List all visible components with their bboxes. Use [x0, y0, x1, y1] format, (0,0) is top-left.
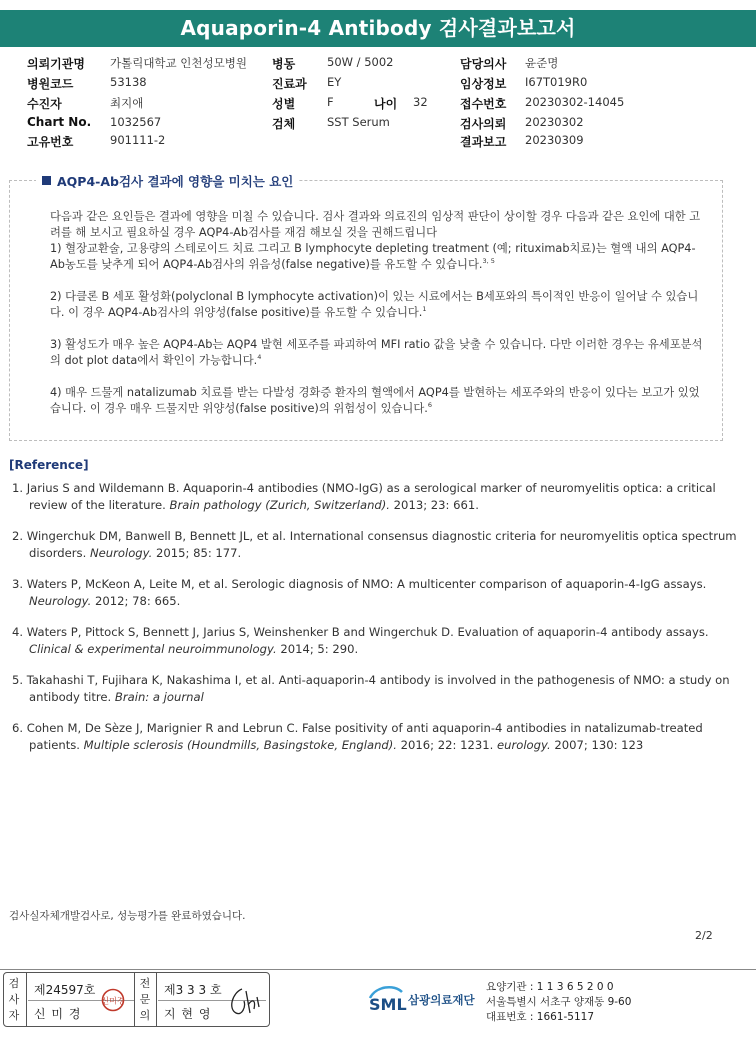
specialist-license: 제3 3 3 호 [164, 983, 222, 997]
factor-item-2-ref: 1 [422, 305, 427, 313]
report-label: 결과보고 [460, 135, 507, 149]
factor-item-1: 1) 혈장교환술, 고용량의 스테로이드 치료 그리고 B lymphocyte depleting treatment (예; rituximab치료)는 혈액 내의 AQP4-Ab농도를 낮추게 되어 AQP4-Ab검사의 위음성(false negative)를 유도할 수 있습니다. [50, 242, 696, 271]
receipt-label: 접수번호 [460, 97, 507, 111]
org-code: 요양기관 : 1 1 3 6 5 2 0 0 [486, 981, 614, 993]
factor-item-1-ref: 3, 5 [482, 257, 495, 265]
validation-note: 검사실자체개발검사로, 성능평가를 완료하였습니다. [9, 910, 246, 922]
unique-no-label: 고유번호 [27, 135, 74, 149]
svg-text:신미경: 신미경 [101, 996, 125, 1006]
hospital-code-label: 병원코드 [27, 77, 74, 91]
footer-divider [0, 969, 756, 970]
dept-value: EY [327, 75, 342, 89]
page-number: 2/2 [695, 929, 713, 942]
specialist-name: 지 현 영 [164, 1007, 212, 1021]
reference-item: 5. Takahashi T, Fujihara K, Nakashima I, et al. Anti-aquaporin-4 antibody is involved in the pathogenesis of NMO: a study on antibody titre. Brain: a journal [12, 673, 730, 704]
factors-body [50, 209, 710, 417]
tester-license: 제24597호 [34, 983, 96, 997]
org-name: 삼광의료재단 [408, 993, 475, 1007]
receipt-value: 20230302-14045 [525, 95, 625, 109]
specialist-label: 전 문 의 [139, 977, 151, 1022]
institution-label: 의뢰기관명 [27, 57, 85, 71]
specimen-value: SST Serum [327, 115, 390, 129]
svg-text:SML: SML [369, 995, 407, 1014]
hospital-code-value: 53138 [110, 75, 147, 89]
reference-title: [Reference] [9, 458, 89, 472]
factor-item-4: 4) 매우 드물게 natalizumab 치료를 받는 다발성 경화증 환자의 혈액에서 AQP4를 발현하는 세포주와의 반응이 있다는 보고가 있었습니다. 이 경우 매우 드물지만 위양성(false positive)의 위험성이 있습니다. [50, 386, 700, 415]
factor-item-3: 3) 활성도가 매우 높은 AQP4-Ab는 AQP4 발현 세포주를 파괴하여 MFI ratio 값을 낮출 수 있습니다. 다만 이러한 경우는 유세포분석의 dot plot data에서 확인이 가능합니다. [50, 338, 703, 367]
tester-label: 검 사 자 [8, 977, 20, 1022]
org-street: 서울특별시 서초구 양재동 9-60 [486, 996, 632, 1008]
examinee-value: 최지애 [110, 96, 144, 110]
examinee-label: 수진자 [27, 97, 62, 111]
doctor-value: 윤준명 [525, 56, 559, 70]
org-address [486, 980, 631, 1025]
tester-stamp-icon [101, 988, 125, 1012]
doctor-label: 담당의사 [460, 57, 507, 71]
org-phone: 대표번호 : 1661-5117 [486, 1011, 595, 1023]
unique-no-value: 901111-2 [110, 133, 166, 147]
clinical-label: 임상정보 [460, 77, 507, 91]
factor-item-2: 2) 다클론 B 세포 활성화(polyclonal B lymphocyte activation)이 있는 시료에서는 B세포와의 특이적인 반응이 일어날 수 있습니다. 이 경우 AQP4-Ab검사의 위양성(false positive)를 유도할 수 있습니다. [50, 290, 699, 319]
square-bullet-icon [42, 176, 51, 185]
report-title: Aquaporin-4 Antibody 검사결과보고서 [0, 10, 756, 47]
age-label: 나이 [374, 97, 398, 111]
request-value: 20230302 [525, 115, 584, 129]
age-value: 32 [413, 95, 428, 109]
clinical-value: I67T019R0 [525, 75, 588, 89]
factor-item-4-ref: 6 [427, 401, 432, 409]
request-label: 검사의뢰 [460, 117, 507, 131]
sex-value: F [327, 95, 334, 109]
chart-no-value: 1032567 [110, 115, 162, 129]
signature-box [3, 972, 270, 1027]
factors-heading-text: AQP4-Ab검사 결과에 영향을 미치는 요인 [57, 174, 294, 189]
factor-item-3-ref: 4 [257, 353, 262, 361]
ward-value: 50W / 5002 [327, 55, 394, 69]
reference-item: 4. Waters P, Pittock S, Bennett J, Jarius S, Weinshenker B and Wingerchuk D. Evaluation of aquaporin-4 antibody assays. Clinical & experimental neuroimmunology. 2014; 5: 290. [12, 625, 709, 656]
reference-item: 1. Jarius S and Wildemann B. Aquaporin-4 antibodies (NMO-IgG) as a serological marker of neuromyelitis optica: a critical review of the literature. Brain pathology (Zurich, Switzerland). 2013; 23: 661. [12, 481, 716, 512]
tester-name: 신 미 경 [34, 1007, 82, 1021]
factors-intro: 다음과 같은 요인들은 결과에 영향을 미칠 수 있습니다. 검사 결과와 의료진의 임상적 판단이 상이할 경우 다음과 같은 요인에 대한 고려를 해 보시고 필요하실 경우 AQP4-Ab검사를 재검 해보실 것을 권해드립니다 [50, 210, 701, 239]
reference-item: 6. Cohen M, De Sèze J, Marignier R and Lebrun C. False positivity of anti aquaporin-4 antibodies in natalizumab-treated patients. Multiple sclerosis (Houndmills, Basingstoke, England). 2016; 22: 1231. eurology. 2007; 130: 123 [12, 721, 703, 752]
signature-icon [224, 983, 264, 1021]
dept-label: 진료과 [272, 77, 307, 91]
report-value: 20230309 [525, 133, 584, 147]
factors-box [9, 174, 723, 441]
reference-item: 2. Wingerchuk DM, Banwell B, Bennett JL, et al. International consensus diagnostic criteria for neuromyelitis optica spectrum disorders. Neurology. 2015; 85: 177. [12, 529, 737, 560]
factors-heading [36, 172, 299, 190]
reference-item: 3. Waters P, McKeon A, Leite M, et al. Serologic diagnosis of NMO: A multicenter comparison of aquaporin-4-IgG assays. Neurology. 2012; 78: 665. [12, 577, 707, 608]
institution-value: 가톨릭대학교 인천성모병원 [110, 56, 247, 70]
ward-label: 병동 [272, 57, 296, 71]
specimen-label: 검체 [272, 117, 296, 131]
chart-no-label: Chart No. [27, 115, 92, 129]
sex-label: 성별 [272, 97, 296, 111]
